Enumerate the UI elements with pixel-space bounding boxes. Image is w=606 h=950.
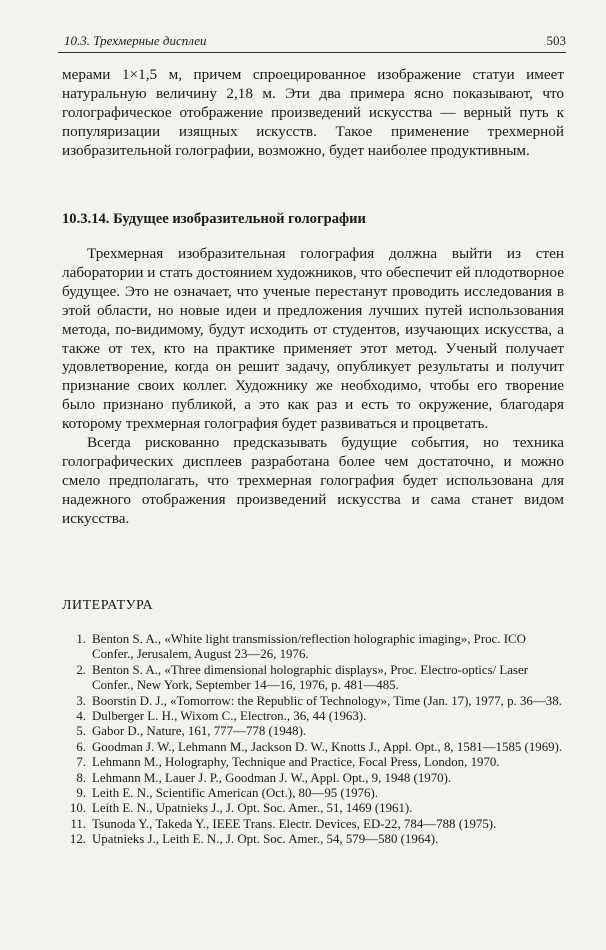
reference-number: 8.: [76, 770, 86, 785]
reference-item: [62, 740, 568, 755]
page-number: 503: [546, 33, 566, 48]
reference-item: [62, 801, 568, 816]
reference-item: [62, 817, 568, 832]
reference-item: [62, 755, 568, 770]
reference-list: [62, 632, 568, 848]
reference-number: 6.: [76, 739, 86, 754]
reference-number: 11.: [70, 816, 86, 831]
paragraph-3: Всегда рискованно предсказывать будущие события, но техника голографических дисплеев разработана более чем достаточно, и можно смело предполагать, что трехмерная голография будет использована для надежного отображения произведений искусства и сама станет видом искусства.: [62, 434, 564, 527]
reference-number: 3.: [76, 693, 86, 708]
reference-text: Leith E. N., Upatnieks J., J. Opt. Soc. Amer., 51, 1469 (1961).: [92, 801, 413, 816]
paragraph-1: мерами 1×1,5 м, причем спроецированное изображение статуи имеет натуральную величину 2,18 м. Эти два примера ясно показывают, что голографическое отображение произведений искусства — верный путь к популяризации изящных искусств. Такое применение трехмерной изобразительной голографии, возможно, будет наиболее продуктивным.: [62, 66, 564, 159]
reference-text: Tsunoda Y., Takeda Y., IEEE Trans. Electr. Devices, ED-22, 784—788 (1975).: [92, 816, 497, 831]
reference-number: 10.: [69, 801, 86, 816]
reference-item: [62, 771, 568, 786]
reference-number: 1.: [76, 632, 86, 646]
reference-text: Gabor D., Nature, 161, 777—778 (1948).: [92, 724, 307, 739]
reference-item: [62, 663, 568, 694]
paragraph-2: Трехмерная изобразительная голография должна выйти из стен лаборатории и стать достоянием художников, что обеспечит ей плодотворное будущее. Это не означает, что ученые перестанут проводить исследования в этой области, но новые идеи и предложения лучших путей использования метода, по-видимому, будут исходить от студентов, изучающих искусства, а также от тех, кто на практике применяет этот метод. Ученый получает удовлетворение, когда он решит задачу, опубликует результаты и получит признание своих коллег. Художнику же необходимо, чтобы его творение было признано публикой, а это как раз и есть то окружение, благодаря которому трехмерная голография будет развиваться и процветать.: [62, 245, 564, 433]
reference-item: [62, 832, 568, 847]
reference-item: [62, 694, 568, 709]
paragraph-continued: [62, 66, 564, 161]
reference-number: 7.: [76, 755, 86, 770]
literature-title: ЛИТЕРАТУРА: [62, 598, 154, 613]
reference-text: Lehmann M., Holography, Technique and Practice, Focal Press, London, 1970.: [92, 755, 500, 770]
reference-text: Dulberger L. H., Wixom C., Electron., 36, 44 (1963).: [92, 709, 367, 724]
reference-text: Benton S. A., «White light transmission/reflection holographic imaging», Proc. ICO Confer., Jerusalem, August 23—26, 1976.: [92, 632, 526, 662]
reference-item: [62, 709, 568, 724]
reference-text: Upatnieks J., Leith E. N., J. Opt. Soc. Amer., 54, 579—580 (1964).: [92, 832, 439, 847]
reference-number: 4.: [76, 709, 86, 724]
reference-text: Goodman J. W., Lehmann M., Jackson D. W., Knotts J., Appl. Opt., 8, 1581—1585 (1969).: [92, 739, 563, 754]
reference-item: [62, 786, 568, 801]
section-heading: 10.3.14. Будущее изобразительной голографии: [62, 211, 366, 227]
running-head-title: 10.3. Трехмерные дисплеи: [64, 33, 207, 48]
reference-number: 12.: [69, 832, 86, 847]
reference-item: [62, 724, 568, 739]
reference-text: Benton S. A., «Three dimensional holographic displays», Proc. Electro-optics/ Laser Confer., New York, September 14—16, 1976, p. 481—485.: [92, 662, 529, 693]
reference-number: 9.: [76, 786, 86, 801]
reference-text: Lehmann M., Lauer J. P., Goodman J. W., Appl. Opt., 9, 1948 (1970).: [92, 770, 452, 785]
reference-number: 2.: [76, 662, 86, 677]
section-body: [62, 245, 564, 529]
header-rule: [58, 52, 566, 53]
reference-item: [62, 632, 568, 663]
reference-number: 5.: [76, 724, 86, 739]
reference-text: Leith E. N., Scientific American (Oct.), 80—95 (1976).: [92, 786, 379, 801]
reference-text: Boorstin D. J., «Tomorrow: the Republic of Technology», Time (Jan. 17), 1977, p. 36—38.: [92, 693, 562, 708]
